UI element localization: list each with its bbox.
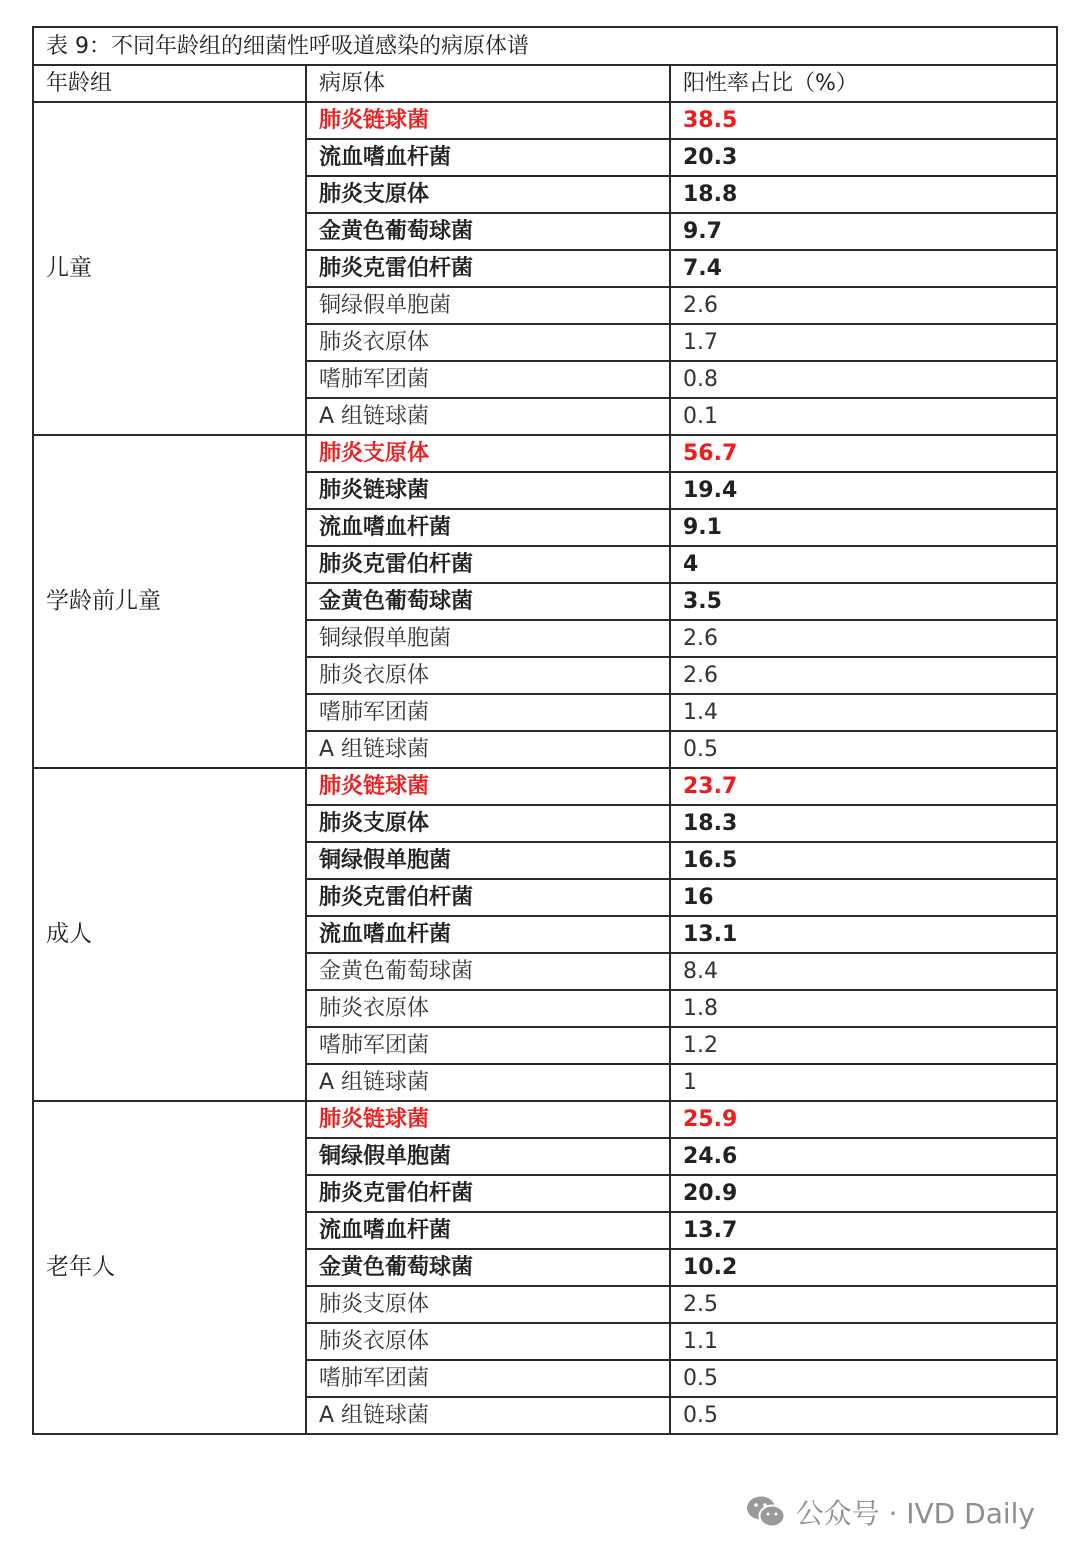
table-caption: 表 9：不同年龄组的细菌性呼吸道感染的病原体谱 (33, 27, 1057, 65)
watermark-text: 公众号 · IVD Daily (795, 1497, 1035, 1530)
header-age-group: 年龄组 (33, 65, 306, 102)
rate-cell: 2.6 (670, 287, 1057, 324)
rate-cell: 3.5 (670, 583, 1057, 620)
pathogen-cell: 肺炎克雷伯杆菌 (306, 546, 670, 583)
rate-cell: 13.1 (670, 916, 1057, 953)
table-row (33, 435, 1057, 472)
age-group-cell: 儿童 (33, 102, 306, 435)
pathogen-cell: 金黄色葡萄球菌 (306, 1249, 670, 1286)
watermark (746, 1490, 1035, 1534)
rate-cell: 9.1 (670, 509, 1057, 546)
pathogen-cell: 流血嗜血杆菌 (306, 509, 670, 546)
age-group-cell: 成人 (33, 768, 306, 1101)
pathogen-cell: 金黄色葡萄球菌 (306, 953, 670, 990)
rate-cell: 1.7 (670, 324, 1057, 361)
pathogen-cell: 肺炎克雷伯杆菌 (306, 1175, 670, 1212)
rate-cell: 10.2 (670, 1249, 1057, 1286)
pathogen-cell: 肺炎链球菌 (306, 768, 670, 805)
pathogen-cell: 铜绿假单胞菌 (306, 620, 670, 657)
rate-cell: 2.6 (670, 657, 1057, 694)
pathogen-cell: 肺炎衣原体 (306, 657, 670, 694)
rate-cell: 0.1 (670, 398, 1057, 435)
rate-cell: 18.3 (670, 805, 1057, 842)
rate-cell: 24.6 (670, 1138, 1057, 1175)
pathogen-cell: 肺炎衣原体 (306, 990, 670, 1027)
rate-cell: 1.4 (670, 694, 1057, 731)
pathogen-table (32, 26, 1058, 1435)
rate-cell: 0.8 (670, 361, 1057, 398)
rate-cell: 16.5 (670, 842, 1057, 879)
rate-cell: 38.5 (670, 102, 1057, 139)
rate-cell: 19.4 (670, 472, 1057, 509)
rate-cell: 1.2 (670, 1027, 1057, 1064)
pathogen-cell: 嗜肺军团菌 (306, 361, 670, 398)
pathogen-cell: 肺炎支原体 (306, 176, 670, 213)
rate-cell: 0.5 (670, 1397, 1057, 1434)
table-body (33, 27, 1057, 1434)
rate-cell: 56.7 (670, 435, 1057, 472)
pathogen-cell: 金黄色葡萄球菌 (306, 213, 670, 250)
rate-cell: 1 (670, 1064, 1057, 1101)
pathogen-cell: 金黄色葡萄球菌 (306, 583, 670, 620)
rate-cell: 18.8 (670, 176, 1057, 213)
pathogen-cell: 铜绿假单胞菌 (306, 1138, 670, 1175)
rate-cell: 8.4 (670, 953, 1057, 990)
caption-row (33, 27, 1057, 65)
header-pathogen: 病原体 (306, 65, 670, 102)
pathogen-cell: 肺炎衣原体 (306, 1323, 670, 1360)
pathogen-cell: 肺炎支原体 (306, 805, 670, 842)
pathogen-cell: 铜绿假单胞菌 (306, 842, 670, 879)
rate-cell: 25.9 (670, 1101, 1057, 1138)
pathogen-cell: 嗜肺军团菌 (306, 1360, 670, 1397)
header-row (33, 65, 1057, 102)
age-group-cell: 老年人 (33, 1101, 306, 1434)
rate-cell: 23.7 (670, 768, 1057, 805)
pathogen-cell: A 组链球菌 (306, 1064, 670, 1101)
rate-cell: 2.6 (670, 620, 1057, 657)
table-row (33, 1101, 1057, 1138)
pathogen-cell: 肺炎克雷伯杆菌 (306, 250, 670, 287)
rate-cell: 7.4 (670, 250, 1057, 287)
pathogen-cell: A 组链球菌 (306, 731, 670, 768)
pathogen-cell: 嗜肺军团菌 (306, 1027, 670, 1064)
wechat-icon (746, 1495, 786, 1529)
table-row (33, 768, 1057, 805)
table-row (33, 102, 1057, 139)
pathogen-cell: 肺炎支原体 (306, 435, 670, 472)
pathogen-cell: A 组链球菌 (306, 1397, 670, 1434)
rate-cell: 16 (670, 879, 1057, 916)
rate-cell: 1.8 (670, 990, 1057, 1027)
rate-cell: 0.5 (670, 731, 1057, 768)
pathogen-cell: 流血嗜血杆菌 (306, 1212, 670, 1249)
rate-cell: 2.5 (670, 1286, 1057, 1323)
pathogen-cell: 肺炎链球菌 (306, 1101, 670, 1138)
pathogen-cell: 铜绿假单胞菌 (306, 287, 670, 324)
rate-cell: 4 (670, 546, 1057, 583)
pathogen-cell: 嗜肺军团菌 (306, 694, 670, 731)
rate-cell: 20.3 (670, 139, 1057, 176)
pathogen-cell: 肺炎克雷伯杆菌 (306, 879, 670, 916)
pathogen-cell: 肺炎链球菌 (306, 102, 670, 139)
pathogen-cell: 流血嗜血杆菌 (306, 916, 670, 953)
rate-cell: 9.7 (670, 213, 1057, 250)
header-positive-rate: 阳性率占比（%） (670, 65, 1057, 102)
rate-cell: 1.1 (670, 1323, 1057, 1360)
pathogen-cell: 流血嗜血杆菌 (306, 139, 670, 176)
rate-cell: 20.9 (670, 1175, 1057, 1212)
rate-cell: 13.7 (670, 1212, 1057, 1249)
pathogen-cell: 肺炎支原体 (306, 1286, 670, 1323)
pathogen-cell: 肺炎链球菌 (306, 472, 670, 509)
rate-cell: 0.5 (670, 1360, 1057, 1397)
pathogen-cell: 肺炎衣原体 (306, 324, 670, 361)
pathogen-cell: A 组链球菌 (306, 398, 670, 435)
age-group-cell: 学龄前儿童 (33, 435, 306, 768)
